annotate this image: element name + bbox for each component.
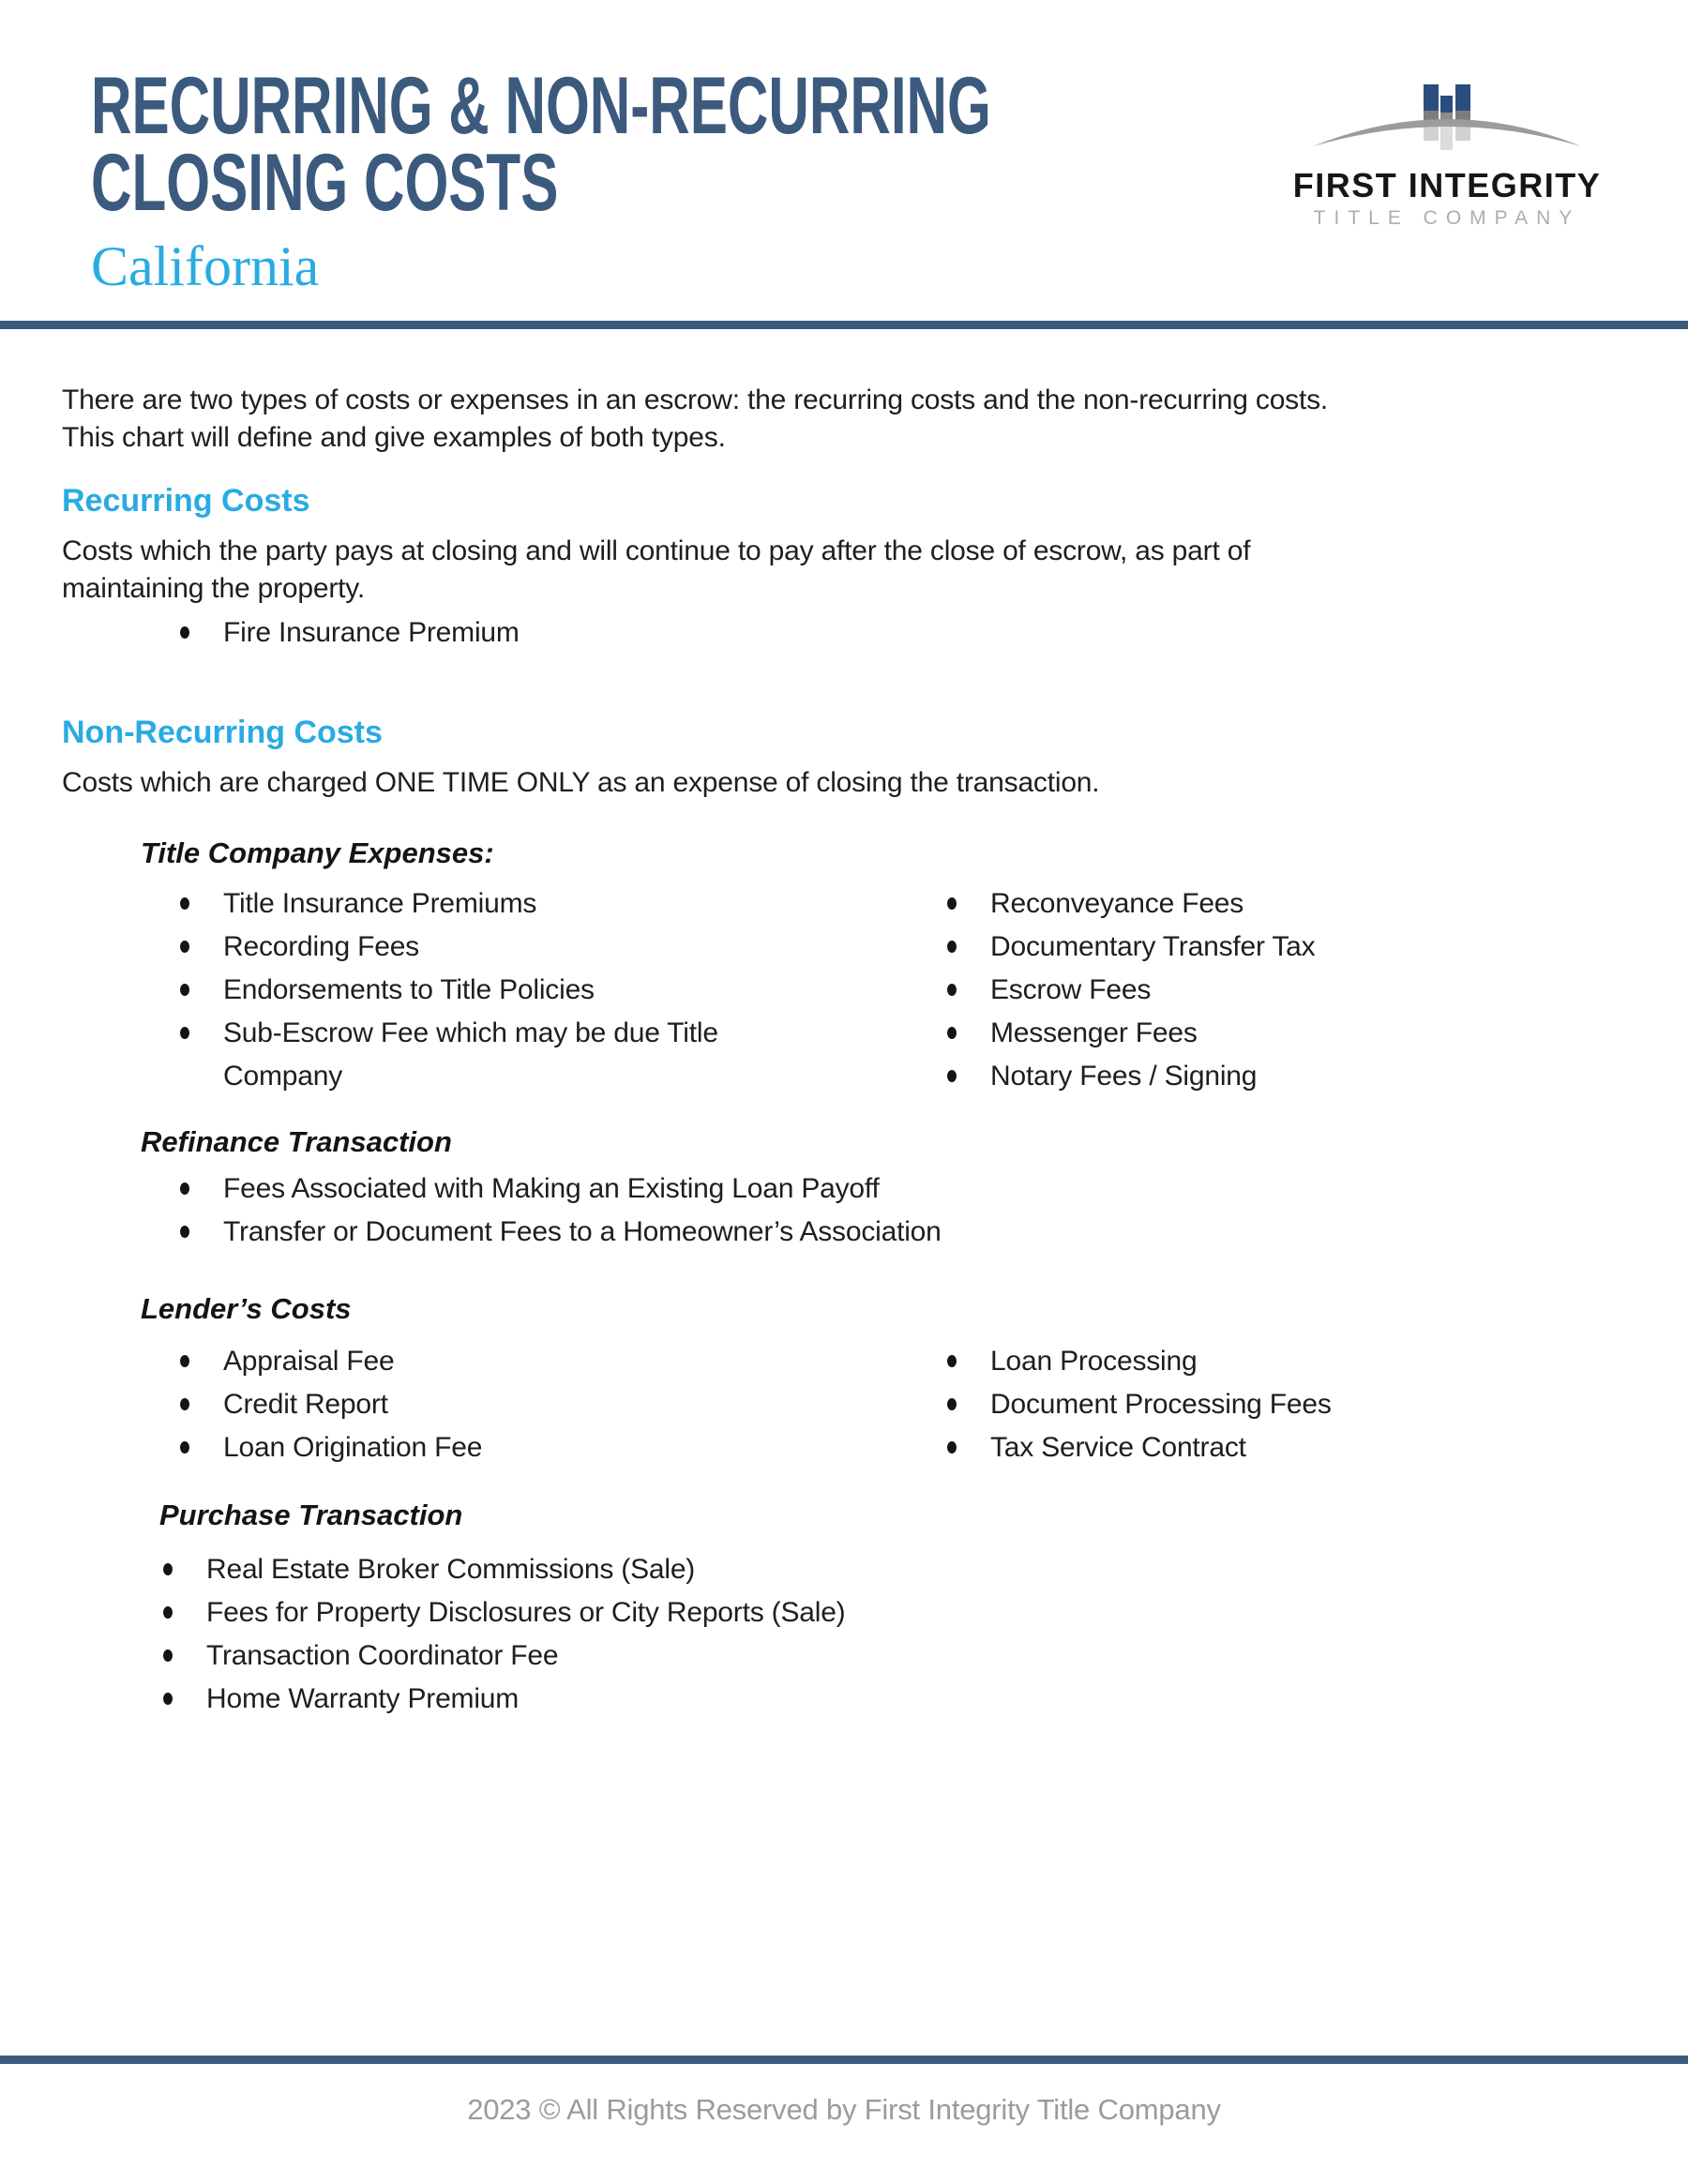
purchase-transaction-list <box>161 1548 1622 1721</box>
lenders-col1 <box>62 1327 878 1469</box>
buildings-arc-icon <box>1292 66 1602 167</box>
list-item: Appraisal Fee <box>178 1340 878 1383</box>
lenders-costs-columns <box>62 1327 1622 1469</box>
list-item: Documentary Transfer Tax <box>945 926 1622 969</box>
intro-line-1: There are two types of costs or expenses in an escrow: the recurring costs and the non-recurring costs. <box>62 384 1329 415</box>
refinance-transaction-list <box>178 1167 1622 1254</box>
list-item: Transaction Coordinator Fee <box>161 1634 1622 1678</box>
recurring-costs-heading: Recurring Costs <box>62 483 310 519</box>
list-item: Fees Associated with Making an Existing Loan Payoff <box>178 1167 1622 1211</box>
non-recurring-costs-description: Costs which are charged ONE TIME ONLY as an expense of closing the transaction. <box>62 767 1100 798</box>
title-company-list-right <box>945 882 1622 1098</box>
list-item: Messenger Fees <box>945 1012 1622 1055</box>
header <box>0 0 1688 296</box>
footer-divider <box>0 2056 1688 2064</box>
list-item: Reconveyance Fees <box>945 882 1622 926</box>
title-company-col2 <box>878 871 1622 1098</box>
page-title-line1: RECURRING & NON-RECURRING <box>91 61 991 151</box>
refinance-transaction-heading: Refinance Transaction <box>141 1125 452 1158</box>
recurring-desc-line-2: maintaining the property. <box>62 573 365 604</box>
list-item: Document Processing Fees <box>945 1383 1622 1426</box>
title-company-list-left <box>178 882 878 1098</box>
list-item: Endorsements to Title Policies <box>178 969 741 1012</box>
lenders-col2 <box>878 1327 1622 1469</box>
title-company-col1 <box>62 871 878 1098</box>
list-item: Tax Service Contract <box>945 1426 1622 1469</box>
page-title-line2: CLOSING COSTS <box>91 138 559 228</box>
purchase-transaction-heading: Purchase Transaction <box>159 1499 463 1531</box>
title-company-expenses-heading: Title Company Expenses: <box>141 836 494 869</box>
recurring-desc-line-1: Costs which the party pays at closing and will continue to pay after the close of escrow, as part of <box>62 535 1251 566</box>
list-item: Fees for Property Disclosures or City Reports (Sale) <box>161 1591 1622 1634</box>
header-divider <box>0 321 1688 329</box>
intro-paragraph <box>62 382 1622 457</box>
company-logo <box>1292 66 1602 230</box>
lenders-list-right <box>945 1340 1622 1469</box>
non-recurring-costs-heading: Non-Recurring Costs <box>62 715 383 750</box>
list-item: Fire Insurance Premium <box>178 611 1622 655</box>
list-item: Recording Fees <box>178 926 741 969</box>
lenders-costs-heading: Lender’s Costs <box>141 1292 352 1325</box>
title-company-expenses-columns <box>62 871 1622 1098</box>
intro-line-2: This chart will define and give examples of both types. <box>62 422 726 453</box>
list-item: Escrow Fees <box>945 969 1622 1012</box>
lenders-list-left <box>178 1340 878 1469</box>
recurring-costs-list <box>178 611 1622 655</box>
page-subtitle: California <box>91 235 320 297</box>
list-item: Transfer or Document Fees to a Homeowner’s Association <box>178 1211 1622 1254</box>
list-item: Home Warranty Premium <box>161 1678 1622 1721</box>
list-item: Sub-Escrow Fee which may be due Title Company <box>178 1012 741 1098</box>
list-item: Credit Report <box>178 1383 878 1426</box>
list-item: Loan Processing <box>945 1340 1622 1383</box>
logo-company-name: FIRST INTEGRITY <box>1292 166 1602 204</box>
logo-tagline: TITLE COMPANY <box>1313 207 1581 229</box>
recurring-costs-description <box>62 533 1622 608</box>
content <box>0 382 1688 1721</box>
list-item: Title Insurance Premiums <box>178 882 741 926</box>
list-item: Notary Fees / Signing <box>945 1055 1622 1098</box>
list-item: Real Estate Broker Commissions (Sale) <box>161 1548 1622 1591</box>
footer-copyright: 2023 © All Rights Reserved by First Integrity Title Company <box>467 2093 1221 2126</box>
list-item: Loan Origination Fee <box>178 1426 878 1469</box>
page-title <box>91 61 1209 228</box>
